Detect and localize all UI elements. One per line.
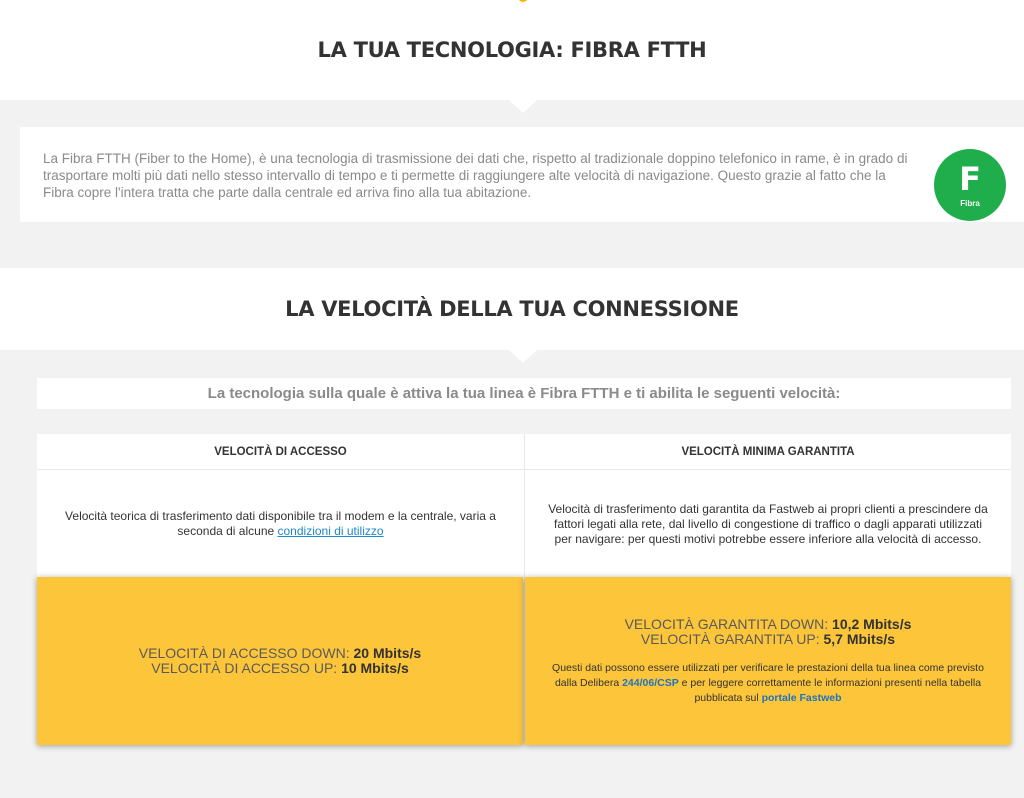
conditions-link[interactable]: condizioni di utilizzo [277, 524, 384, 538]
tech-notch [509, 100, 537, 113]
access-down-label: VELOCITÀ DI ACCESSO DOWN: [138, 645, 354, 661]
speed-header [0, 268, 1024, 350]
access-header-label: VELOCITÀ DI ACCESSO [214, 445, 347, 458]
guaranteed-header-label: VELOCITÀ MINIMA GARANTITA [681, 445, 855, 458]
guaranteed-description [525, 470, 1011, 578]
guaranteed-down-line [625, 617, 912, 632]
access-column [37, 434, 524, 578]
top-marker [518, 0, 528, 2]
speed-intro-text: La tecnologia sulla quale è attiva la tua linea è Fibra FTTH e ti abilita le seguenti velocità: [207, 385, 841, 402]
tech-header [0, 0, 1024, 100]
tech-card [20, 127, 1024, 222]
access-description [37, 470, 524, 578]
guaranteed-note [543, 661, 993, 706]
guaranteed-down-value: 10,2 Mbits/s [832, 615, 912, 632]
guaranteed-speed-box [525, 577, 1011, 745]
guaranteed-down-label: VELOCITÀ GARANTITA DOWN: [624, 615, 833, 632]
fastweb-portal-link[interactable]: portale Fastweb [761, 691, 842, 704]
guaranteed-header [525, 434, 1011, 470]
speed-notch [509, 350, 537, 363]
access-down-line [139, 646, 421, 661]
access-description-text: Velocità teorica di trasferimento dati disponibile tra il modem e la centrale, varia a seconda di alcune [65, 509, 496, 538]
guaranteed-up-line [641, 632, 895, 647]
access-up-value: 10 Mbits/s [341, 660, 409, 676]
access-speed-box [37, 577, 523, 745]
speed-intro-bar [37, 378, 1011, 409]
fibra-badge-word: Fibra [960, 198, 980, 208]
delibera-link[interactable]: 244/06/CSP [622, 676, 679, 689]
access-up-line [151, 661, 409, 676]
access-down-value: 20 Mbits/s [353, 645, 422, 661]
note-part2: e per leggere correttamente le informazioni presenti nella tabella pubblicata sul [678, 676, 982, 704]
guaranteed-description-text: Velocità di trasferimento dati garantita da Fastweb ai propri clienti a prescindere da fattori legati alla rete, dal livello di congestione di traffico o dagli apparati utilizzati per navigare: per questi motivi potrebbe essere inferiore alla velocità di accesso. [548, 501, 988, 546]
fibra-badge-letter: F [959, 159, 981, 198]
guaranteed-up-value: 5,7 Mbits/s [823, 630, 896, 647]
access-description-text-wrap [57, 509, 504, 539]
guaranteed-up-label: VELOCITÀ GARANTITA UP: [640, 630, 824, 647]
speed-title: LA VELOCITÀ DELLA TUA CONNESSIONE [285, 297, 739, 321]
fibra-badge-icon [934, 149, 1006, 221]
guaranteed-column [524, 434, 1011, 578]
access-up-label: VELOCITÀ DI ACCESSO UP: [151, 660, 342, 676]
tech-description: La Fibra FTTH (Fiber to the Home), è una tecnologia di trasmissione dei dati che, rispetto al tradizionale doppino telefonico in rame, è in grado di trasportare molti più dati nello stesso intervallo di tempo e ti permette di raggiungere alte velocità di navigazione. Questo grazie al fatto che la Fibra copre l'intera tratta che parte dalla centrale ed arriva fino alla tua abitazione. [43, 151, 908, 200]
access-header [37, 434, 524, 470]
note-part1: Questi dati possono essere utilizzati per verificare le prestazioni della tua linea come previsto dalla Delibera [552, 661, 984, 689]
tech-title: LA TUA TECNOLOGIA: FIBRA FTTH [317, 38, 707, 62]
